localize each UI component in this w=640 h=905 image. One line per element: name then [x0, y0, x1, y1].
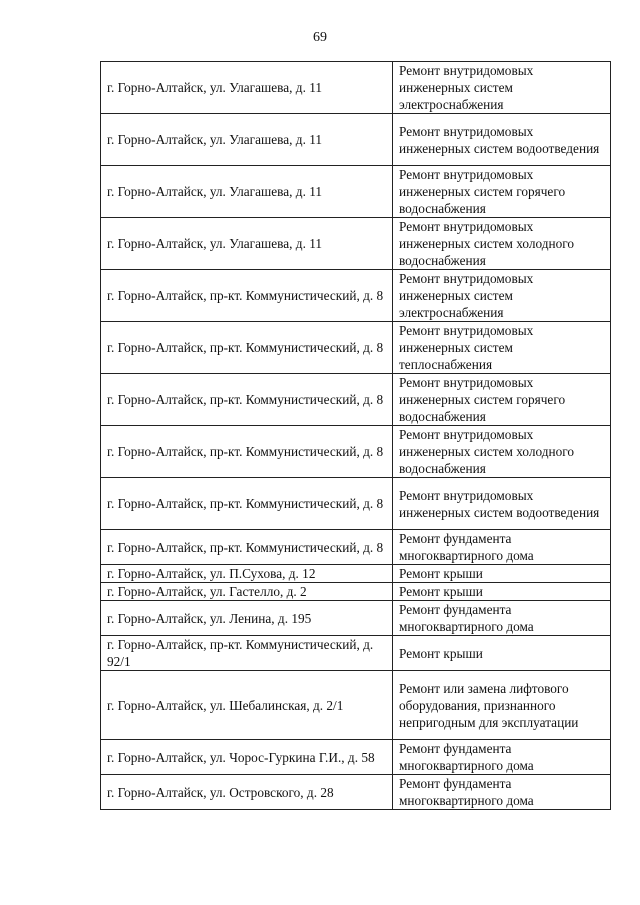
table-row [101, 775, 611, 810]
work-type-cell: Ремонт внутридомовых инженерных систем теплоснабжения [393, 322, 611, 374]
address-cell: г. Горно-Алтайск, ул. Гастелло, д. 2 [101, 583, 393, 601]
address-cell: г. Горно-Алтайск, пр-кт. Коммунистический, д. 8 [101, 322, 393, 374]
work-type-cell: Ремонт фундамента многоквартирного дома [393, 530, 611, 565]
table-row [101, 166, 611, 218]
address-cell: г. Горно-Алтайск, ул. Улагашева, д. 11 [101, 114, 393, 166]
table-row [101, 530, 611, 565]
table-body [101, 62, 611, 810]
table-row [101, 740, 611, 775]
address-cell: г. Горно-Алтайск, пр-кт. Коммунистический, д. 92/1 [101, 636, 393, 671]
address-cell: г. Горно-Алтайск, пр-кт. Коммунистический, д. 8 [101, 478, 393, 530]
table-row [101, 426, 611, 478]
address-cell: г. Горно-Алтайск, ул. Улагашева, д. 11 [101, 62, 393, 114]
address-cell: г. Горно-Алтайск, ул. Чорос-Гуркина Г.И., д. 58 [101, 740, 393, 775]
address-cell: г. Горно-Алтайск, пр-кт. Коммунистический, д. 8 [101, 426, 393, 478]
work-type-cell: Ремонт крыши [393, 565, 611, 583]
table-row [101, 636, 611, 671]
work-type-cell: Ремонт крыши [393, 583, 611, 601]
work-type-cell: Ремонт внутридомовых инженерных систем водоотведения [393, 478, 611, 530]
address-cell: г. Горно-Алтайск, пр-кт. Коммунистический, д. 8 [101, 530, 393, 565]
work-type-cell: Ремонт фундамента многоквартирного дома [393, 740, 611, 775]
address-cell: г. Горно-Алтайск, ул. Островского, д. 28 [101, 775, 393, 810]
address-cell: г. Горно-Алтайск, ул. Шебалинская, д. 2/1 [101, 671, 393, 740]
table-row [101, 270, 611, 322]
address-cell: г. Горно-Алтайск, ул. П.Сухова, д. 12 [101, 565, 393, 583]
page-number: 69 [313, 30, 327, 45]
work-type-cell: Ремонт фундамента многоквартирного дома [393, 601, 611, 636]
table-row [101, 62, 611, 114]
address-cell: г. Горно-Алтайск, ул. Улагашева, д. 11 [101, 218, 393, 270]
work-type-cell: Ремонт внутридомовых инженерных систем электроснабжения [393, 62, 611, 114]
work-type-cell: Ремонт фундамента многоквартирного дома [393, 775, 611, 810]
address-cell: г. Горно-Алтайск, ул. Ленина, д. 195 [101, 601, 393, 636]
table-row [101, 322, 611, 374]
work-type-cell: Ремонт внутридомовых инженерных систем горячего водоснабжения [393, 374, 611, 426]
table-row [101, 671, 611, 740]
work-type-cell: Ремонт внутридомовых инженерных систем водоотведения [393, 114, 611, 166]
work-type-cell: Ремонт внутридомовых инженерных систем холодного водоснабжения [393, 218, 611, 270]
table-row [101, 601, 611, 636]
table-row [101, 114, 611, 166]
table-row [101, 218, 611, 270]
address-cell: г. Горно-Алтайск, ул. Улагашева, д. 11 [101, 166, 393, 218]
work-type-cell: Ремонт внутридомовых инженерных систем электроснабжения [393, 270, 611, 322]
table-row [101, 478, 611, 530]
work-type-cell: Ремонт внутридомовых инженерных систем холодного водоснабжения [393, 426, 611, 478]
work-type-cell: Ремонт или замена лифтового оборудования, признанного непригодным для эксплуатации [393, 671, 611, 740]
table-row [101, 374, 611, 426]
repair-table [100, 61, 611, 810]
work-type-cell: Ремонт внутридомовых инженерных систем горячего водоснабжения [393, 166, 611, 218]
table-row [101, 565, 611, 583]
table-row [101, 583, 611, 601]
work-type-cell: Ремонт крыши [393, 636, 611, 671]
address-cell: г. Горно-Алтайск, пр-кт. Коммунистический, д. 8 [101, 374, 393, 426]
address-cell: г. Горно-Алтайск, пр-кт. Коммунистический, д. 8 [101, 270, 393, 322]
